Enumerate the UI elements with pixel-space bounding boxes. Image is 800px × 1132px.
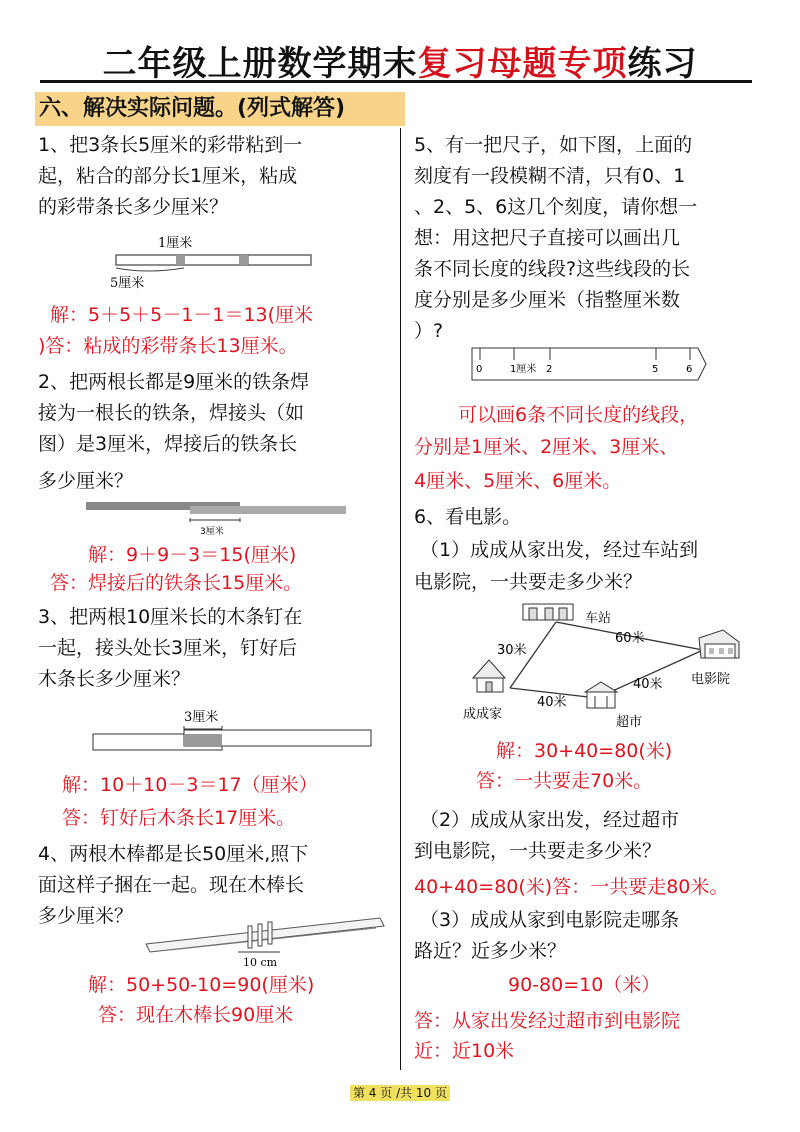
q6-part3-answer-3: 近：近10米: [414, 1040, 515, 1062]
wood-strip-label: 3厘米: [184, 710, 219, 725]
q3-line-1: 3、把两根10厘米长的木条钉在: [38, 606, 303, 628]
q6-part2-answer: 40+40=80(米)答：一共要走80米。: [414, 876, 729, 898]
q2-line-4: 多少厘米？: [38, 470, 134, 492]
ruler-mark-6: 6: [686, 364, 693, 375]
wood-strip-diagram: [88, 706, 378, 756]
q6-part2-line-1: （2）成成从家出发，经过超市: [420, 809, 680, 831]
q6-part3-line-2: 路近？近多少米？: [414, 940, 567, 962]
q5-line-5: 条不同长度的线段?这些线段的长: [414, 258, 691, 280]
q3-line-3: 木条长多少厘米？: [38, 668, 191, 690]
q1-line-3: 的彩带条长多少厘米？: [38, 196, 229, 218]
ruler-mark-0: 0: [476, 364, 483, 375]
q5-line-4: 想：用这把尺子直接可以画出几: [414, 227, 681, 249]
q1-line-2: 起，粘合的部分长1厘米，粘成: [38, 165, 298, 187]
ruler-mark-5: 5: [652, 364, 659, 375]
q1-answer-2: )答：粘成的彩带条长13厘米。: [38, 335, 298, 357]
q6-part3-line-1: （3）成成从家到电影院走哪条: [420, 909, 680, 931]
q3-answer-1: 解：10＋10－3＝17（厘米）: [62, 774, 318, 796]
title-underline: [40, 80, 752, 83]
ruler-diagram: [466, 342, 716, 384]
q5-answer-2: 分别是1厘米、2厘米、3厘米、: [414, 436, 679, 458]
iron-bar-diagram: [82, 500, 352, 542]
q6-part1-line-1: （1）成成从家出发，经过车站到: [420, 539, 699, 561]
q6-heading: 6、看电影。: [414, 506, 522, 528]
q6-part1-answer-1: 解：30+40=80(米): [496, 740, 673, 762]
cinema-label: 电影院: [691, 672, 731, 687]
stick-diagram: [140, 910, 390, 968]
q5-line-6: 度分别是多少厘米（指整厘米数: [414, 289, 681, 311]
station-icon: [523, 604, 573, 620]
page-number: 第 4 页 /共 10 页: [350, 1085, 450, 1101]
q4-line-2: 面这样子捆在一起。现在木棒长: [38, 874, 305, 896]
q4-answer-1: 解：50+50-10=90(厘米): [88, 974, 315, 996]
ruler-mark-1: 1厘米: [510, 364, 537, 375]
iron-bar-label: 3厘米: [200, 527, 224, 537]
q4-answer-2: 答：现在木棒长90厘米: [98, 1004, 294, 1026]
market-label: 超市: [616, 715, 643, 730]
page-footer: [0, 1084, 800, 1101]
q1-answer-1: 解：5＋5＋5－1－1＝13(厘米: [50, 304, 314, 326]
title-part-red: 复习母题专项: [417, 44, 628, 84]
q2-line-2: 接为一根长的铁条，焊接头（如: [38, 402, 305, 424]
house-icon: [473, 660, 505, 692]
ribbon-diagram: [108, 230, 318, 292]
q1-line-1: 1、把3条长5厘米的彩带粘到一: [38, 134, 303, 156]
title-part-2: 练习: [627, 44, 698, 84]
q5-line-1: 5、有一把尺子，如下图，上面的: [414, 134, 693, 156]
q2-line-1: 2、把两根长都是9厘米的铁条焊: [38, 371, 310, 393]
page-title: [0, 36, 800, 85]
q2-answer-2: 答：焊接后的铁条长15厘米。: [50, 572, 303, 594]
ribbon-label-top: 1厘米: [158, 236, 193, 251]
stick-label: 10 cm: [243, 956, 278, 968]
home-label: 成成家: [463, 707, 503, 722]
q5-line-2: 刻度有一段模糊不清，只有0、1: [414, 165, 686, 187]
distance-home-station: 30米: [497, 643, 527, 658]
q6-part3-answer-2: 答：从家出发经过超市到电影院: [414, 1010, 681, 1032]
q5-line-3: 、2、5、6这几个刻度，请你想一: [414, 196, 698, 218]
q4-line-1: 4、两根木棒都是长50厘米,照下: [38, 843, 309, 865]
q3-line-2: 一起，接头处长3厘米，钉好后: [38, 637, 298, 659]
q6-part1-line-2: 电影院，一共要走多少米？: [414, 571, 643, 593]
q6-part3-answer-1: 90-80=10（米）: [508, 974, 661, 996]
q4-line-3: 多少厘米？: [38, 905, 134, 927]
market-icon: [585, 682, 617, 708]
q5-answer-3: 4厘米、5厘米、6厘米。: [414, 470, 622, 492]
cinema-icon: [699, 630, 739, 658]
title-part-1: 二年级上册数学期末: [102, 44, 418, 84]
q5-line-7: ）?: [414, 320, 444, 342]
distance-market-cinema: 40米: [633, 677, 663, 692]
q2-answer-1: 解：9＋9－3＝15(厘米): [88, 544, 297, 566]
route-map: [455, 598, 755, 733]
station-label: 车站: [585, 611, 612, 626]
column-divider: [400, 128, 401, 1070]
distance-home-market: 40米: [537, 695, 567, 710]
section-heading: 六、解决实际问题。(列式解答): [35, 92, 405, 126]
ruler-mark-2: 2: [546, 364, 553, 375]
q2-line-3: 图）是3厘米，焊接后的铁条长: [38, 433, 298, 455]
q3-answer-2: 答：钉好后木条长17厘米。: [62, 807, 296, 829]
q6-part2-line-2: 到电影院，一共要走多少米？: [414, 840, 662, 862]
distance-station-cinema: 60米: [615, 631, 645, 646]
q5-answer-1: 可以画6条不同长度的线段，: [458, 404, 699, 426]
q6-part1-answer-2: 答：一共要走70米。: [476, 770, 653, 792]
ribbon-label-bottom: 5厘米: [110, 276, 145, 291]
